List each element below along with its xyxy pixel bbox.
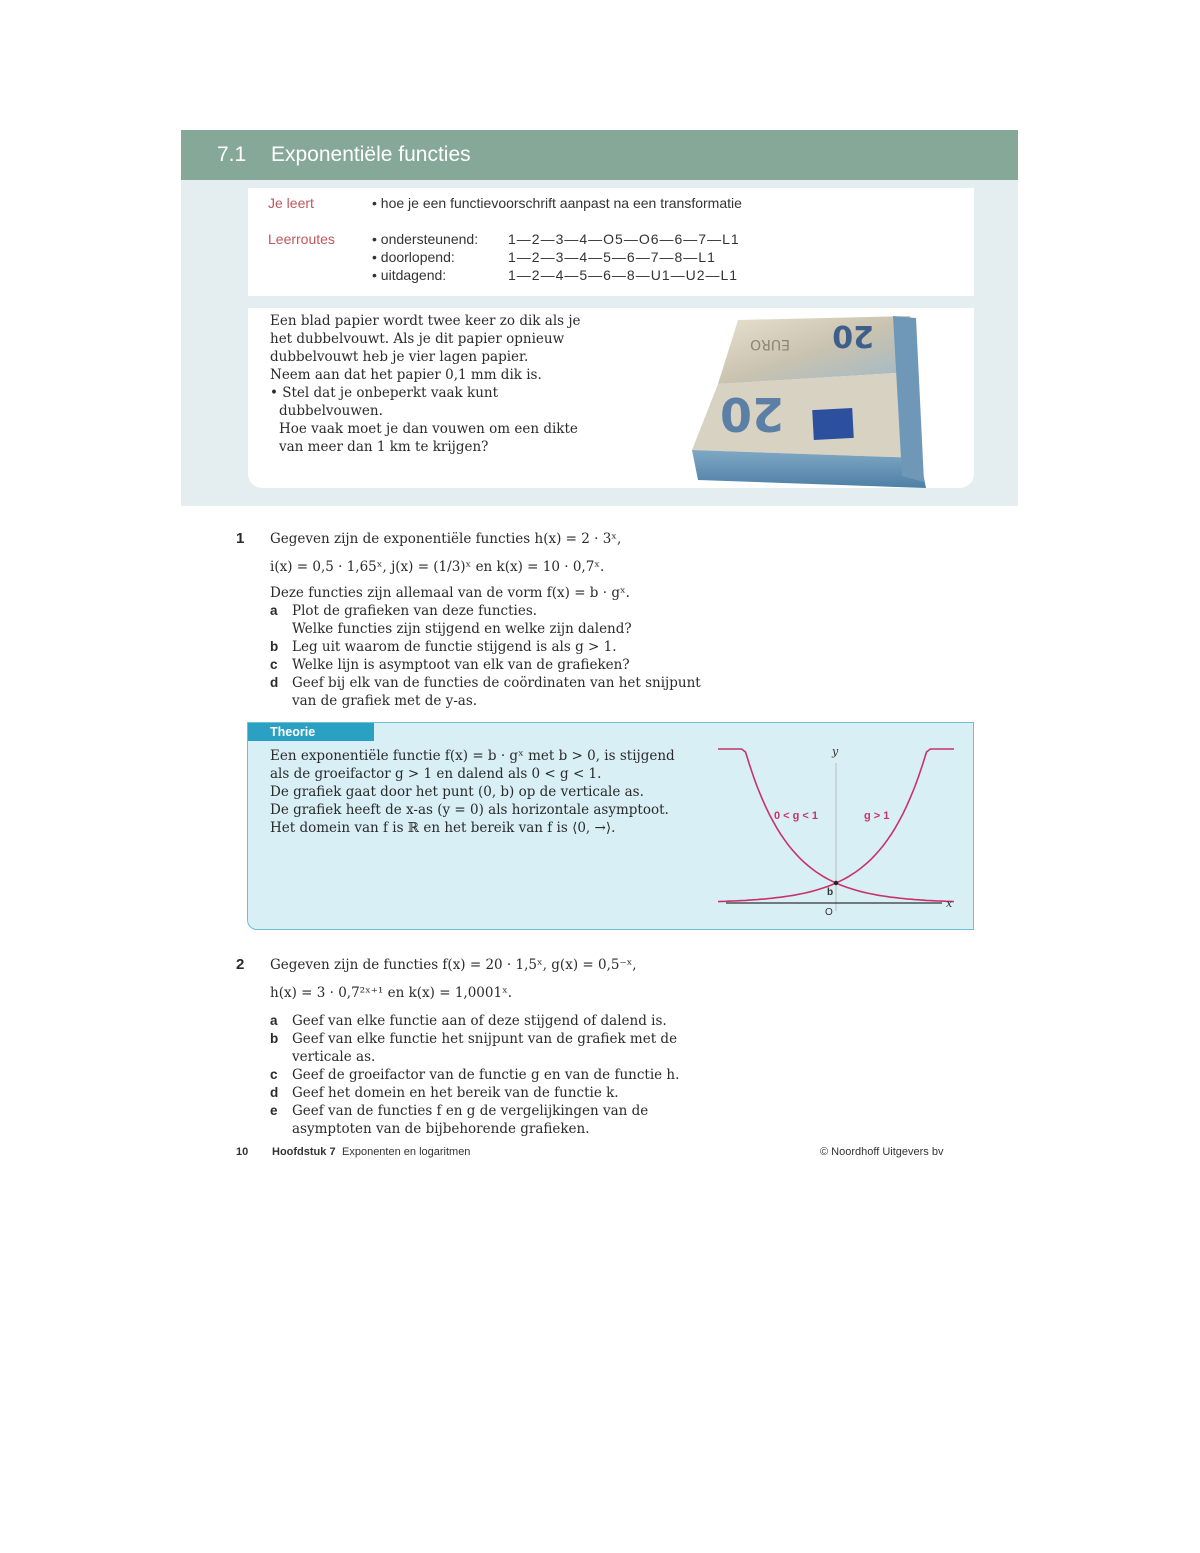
exercise-text: i(x) = 0,5 · 1,65ˣ, j(x) = (1/3)ˣ en k(x) = 10 · 0,7ˣ. <box>270 559 605 575</box>
increasing-label: g > 1 <box>864 810 890 822</box>
section-title: Exponentiële functies <box>271 143 471 166</box>
b-point <box>834 881 838 885</box>
question-item: van de grafiek met de y-as. <box>292 693 478 709</box>
question-item: a Plot de grafieken van deze functies. <box>270 603 538 619</box>
intro-text <box>270 312 590 456</box>
theory-line: De grafiek gaat door het punt (0, b) op de verticale as. <box>270 784 644 800</box>
exercise-number: 1 <box>236 530 245 547</box>
exponential-graph <box>718 741 958 927</box>
exercise-text: h(x) = 3 · 0,7²ˣ⁺¹ en k(x) = 1,0001ˣ. <box>270 985 513 1001</box>
question-item: verticale as. <box>292 1049 376 1065</box>
intro-line: het dubbelvouwt. Als je dit papier opnieuw <box>270 331 565 347</box>
intro-box <box>248 308 974 488</box>
banknote-number: 20 <box>832 318 874 353</box>
question-item: d Geef het domein en het bereik van de functie k. <box>270 1085 619 1101</box>
section-number: 7.1 <box>217 143 247 166</box>
question-item: Welke functies zijn stijgend en welke zijn dalend? <box>292 621 632 637</box>
route-name: • doorlopend: <box>372 249 455 265</box>
banknote-text: EURO <box>750 336 790 352</box>
route-path: 1—2—4—5—6—8—U1—U2—L1 <box>508 267 739 283</box>
question-item: e Geef van de functies f en g de vergelijkingen van de <box>270 1103 649 1119</box>
question-item: b Geef van elke functie het snijpunt van de grafiek met de <box>270 1031 678 1047</box>
learning-goals-box <box>248 188 974 296</box>
intro-line: Hoe vaak moet je dan vouwen om een dikte <box>279 421 578 437</box>
intro-line: van meer dan 1 km te krijgen? <box>279 439 489 455</box>
exercise-text: Deze functies zijn allemaal van de vorm f(x) = b · gˣ. <box>270 585 630 601</box>
theory-line: als de groeifactor g > 1 en dalend als 0 < g < 1. <box>270 766 602 782</box>
route-name: • ondersteunend: <box>372 231 479 247</box>
theory-line: Een exponentiële functie f(x) = b · gˣ met b > 0, is stijgend <box>270 748 675 764</box>
question-item: a Geef van elke functie aan of deze stijgend of dalend is. <box>270 1013 667 1029</box>
route-name: • uitdagend: <box>372 267 447 283</box>
chapter-subtitle: Exponenten en logaritmen <box>342 1146 471 1158</box>
x-axis-label: x <box>946 897 953 910</box>
intro-line: dubbelvouwt heb je vier lagen papier. <box>270 349 529 365</box>
question-item: d Geef bij elk van de functies de coördinaten van het snijpunt <box>270 675 701 691</box>
exercise-text: Gegeven zijn de functies f(x) = 20 · 1,5ˣ, g(x) = 0,5⁻ˣ, <box>270 957 637 973</box>
question-item: b Leg uit waarom de functie stijgend is als g > 1. <box>270 639 617 655</box>
theory-tab: Theorie <box>248 723 374 741</box>
chapter-title: Hoofdstuk 7 <box>272 1146 336 1158</box>
intro-line: Neem aan dat het papier 0,1 mm dik is. <box>270 367 542 383</box>
theory-line: Het domein van f is ℝ en het bereik van f is ⟨0, →⟩. <box>270 820 616 836</box>
je-leert-label: Je leert <box>268 195 314 211</box>
b-label: b <box>827 887 834 898</box>
exercise-text: Gegeven zijn de exponentiële functies h(x) = 2 · 3ˣ, <box>270 531 622 547</box>
question-item: c Welke lijn is asymptoot van elk van de grafieken? <box>270 657 630 673</box>
leerroutes-label: Leerroutes <box>268 231 335 247</box>
question-item: asymptoten van de bijbehorende grafieken. <box>292 1121 590 1137</box>
y-axis-label: y <box>832 745 839 758</box>
folded-banknote-image <box>688 312 928 488</box>
theory-line: De grafiek heeft de x-as (y = 0) als horizontale asymptoot. <box>270 802 669 818</box>
banknote-number: 20 <box>719 387 784 441</box>
section-header <box>181 130 1018 180</box>
copyright: © Noordhoff Uitgevers bv <box>820 1146 944 1158</box>
decreasing-label: 0 < g < 1 <box>774 810 819 822</box>
route-path: 1—2—3—4—5—6—7—8—L1 <box>508 249 716 265</box>
intro-line: Een blad papier wordt twee keer zo dik als je <box>270 313 581 329</box>
route-path: 1—2—3—4—O5—O6—6—7—L1 <box>508 231 740 247</box>
theory-text <box>270 747 690 837</box>
exercise-number: 2 <box>236 956 245 973</box>
je-leert-text: • hoe je een functievoorschrift aanpast na een transformatie <box>372 195 742 211</box>
question-item: c Geef de groeifactor van de functie g en van de functie h. <box>270 1067 680 1083</box>
intro-line: • Stel dat je onbeperkt vaak kunt <box>270 385 499 401</box>
theory-box <box>247 722 974 930</box>
intro-line: dubbelvouwen. <box>279 403 383 419</box>
page-number: 10 <box>236 1146 249 1158</box>
origin-label: O <box>825 907 833 918</box>
